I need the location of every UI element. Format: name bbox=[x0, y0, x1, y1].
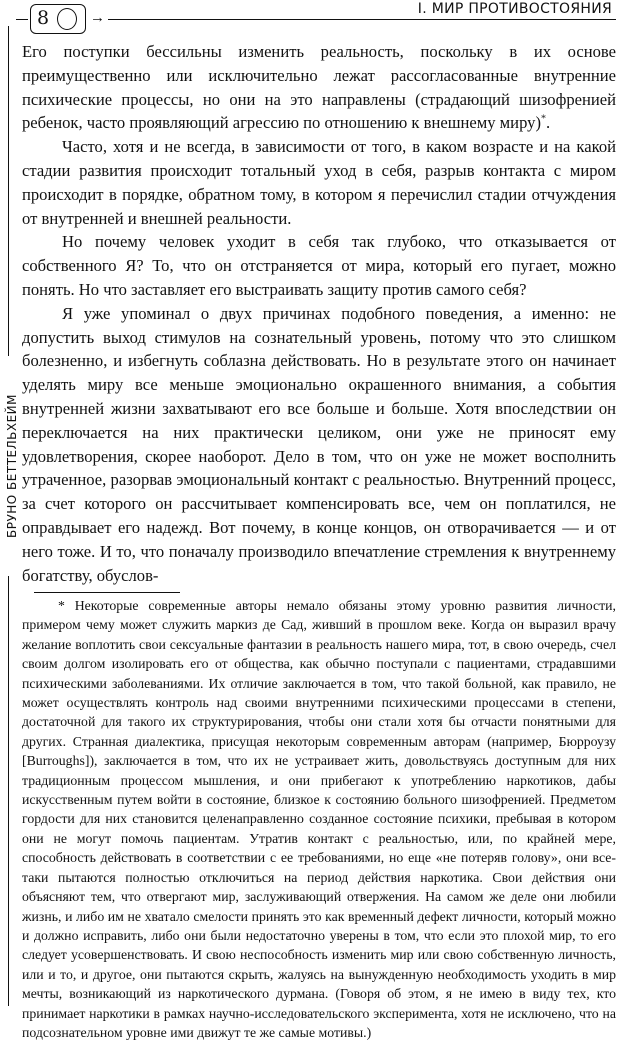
running-author: БРУНО БЕТТЕЛЬХЕЙМ bbox=[4, 356, 20, 576]
footnote-separator bbox=[34, 592, 180, 593]
arrow-icon: → bbox=[90, 10, 105, 26]
paragraph-1 bbox=[22, 40, 616, 135]
paragraph-1-text: Его поступки бессильны изменить реальность, поскольку в их основе преимущественно или исключительно лежат рассогласованные внутренние психические процессы, но они на это направлены (страдающий шизофренией ребенок, часто проявляющий агрессию по отношению к внешнему миру) bbox=[22, 42, 616, 133]
chapter-title: I. МИР ПРОТИВОСТОЯНИЯ bbox=[412, 1, 612, 17]
page-number-badge bbox=[30, 4, 86, 34]
header-lead-rule bbox=[16, 19, 28, 20]
page-ring-ornament bbox=[57, 8, 77, 30]
paragraph-4: Я уже упоминал о двух причинах подобного поведения, а именно: не допустить выход стимулов на сознательный уровень, потому что это слишком болезненно, и избегнуть соблазна действовать. Но в результате этого он начинает уделять миру все меньше эмоционально окрашенного внимания, а события внутренней жизни захватывают его все больше и больше. Хотя впоследствии он переключается на них практически целиком, они уже не приносят ему удовлетворения, скорее наоборот. Дело в том, что он уже не может восполнить утраченное, разорвав эмоциональный контакт с реальностью. Внутренний процесс, за счет которого он рассчитывает компенсировать все, чем он поплатился, не оправдывает его надежд. Вот почему, в конце концов, он отворачивается — и от него тоже. И то, что поначалу производило впечатление стремления к внутреннему богатству, обуслов- bbox=[22, 303, 616, 585]
body-text bbox=[22, 40, 616, 587]
footnote-text: * Некоторые современные авторы немало обязаны этому уровню развития личности, примером чему может служить маркиз де Сад, живший в прошлом веке. Когда он выразил врачу желание воплотить свои сексуальные фантазии в реальность нашего мира, тот, в свою очередь, счел своим долгом изолировать его от общества, как обычно поступали с пациентами, страдавшими психическими заболеваниями. Их отличие заключается в том, что такой больной, как правило, не может осуществлять контроль над своими внутренними психическими процессами в степени, достаточной для такого их структурирования, чтобы они стали хотя бы отчасти понятными для других. Странная диалектика, присущая некоторым современным авторам (например, Бюрроузу [Burroughs]), заключается в том, что их не устраивает жить, довольствуясь доступным для них традиционным процессом мышления, и они прибегают к употреблению наркотиков, дабы искусственным путем войти в состояние, близкое к состоянию больного шизофренией. Предметом гордости для них становится целенаправленно созданное состояние психики, пребывая в котором они не могут помочь пациентам. Утратив контакт с реальностью, или, по крайней мере, способность действовать в соответствии с ее требованиями, но еще «не потеряв голову», они все-таки пытаются полностью отключиться на период действия наркотика. Свои действия они объясняют тем, что отвергают мир, заслуживающий отвержения. На самом же деле они любили жизнь, и либо им не хватало смелости принять это как временный дефект личности, который можно и должно исправить, либо они были недостаточно уверены в том, что если это плохой мир, то его следует усовершенствовать. И свою неспособность изменить мир или свою собственную личность, или и то, и другое, они пытаются скрыть, жалуясь на вынужденную необходимость уходить в мир мечты, возникающий из наркотического дурмана. (Говоря об этом, я не имею в виду тех, кто принимает наркотики в рамках научно-исследовательского эксперимента, хотя не исключено, что на подсознательном уровне ими движут те же самые мотивы.) bbox=[22, 598, 616, 1040]
paragraph-1-end: . bbox=[545, 113, 551, 133]
header-rule bbox=[108, 19, 616, 20]
footnote-reference[interactable]: * bbox=[540, 113, 546, 125]
page-header bbox=[0, 0, 620, 30]
paragraph-3: Но почему человек уходит в себя так глубоко, что отказывается от собственного Я? То, что он отстраняется от мира, который его пугает, можно понять. Но что заставляет его выстраивать защиту против самого себя? bbox=[22, 232, 616, 299]
page-number: 8 bbox=[37, 7, 50, 29]
paragraph-2: Часто, хотя и не всегда, в зависимости от того, в каком возрасте и на какой стадии развития происходит тотальный уход в себя, разрыв контакта с миром происходит в порядке, обратном тому, в котором я перечислил стадии отчуждения от внутренней и внешней реальности. bbox=[22, 137, 616, 228]
footnote bbox=[22, 596, 616, 1042]
